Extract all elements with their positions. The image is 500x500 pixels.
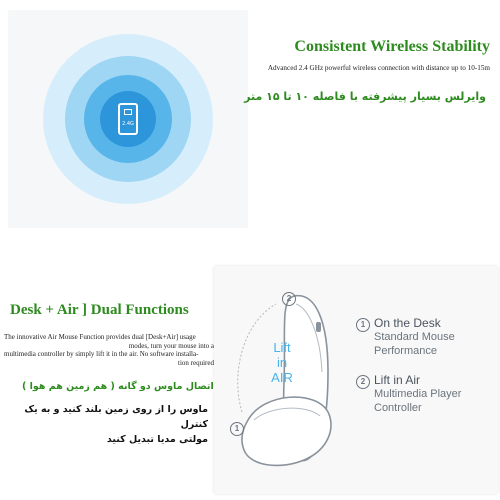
dual-function-persian-title: اتصال ماوس دو گانه ( هم زمین هم هوا ) (22, 381, 214, 392)
feature-badge-2: 2 (356, 375, 370, 389)
feature-line: Lift in Air (374, 373, 421, 387)
dual-function-persian-body (12, 402, 208, 447)
description-line: multimedia controller by simply lift it in the air. No software installa- (4, 350, 199, 359)
usb-dongle-slot (124, 109, 132, 115)
lift-line: Lift (273, 340, 291, 355)
persian-line: ماوس را از روی زمین بلند کنید و به یک کنترل (24, 404, 208, 430)
wireless-persian-text: وایرلس بسیار پیشرفته با فاصله ۱۰ تا ۱۵ متر (244, 90, 486, 103)
description-line: tion required (178, 358, 214, 367)
persian-line: مولتی مدیا تبدیل کنید (106, 434, 208, 445)
description-line: The innovative Air Mouse Function provides dual [Desk+Air] usage (4, 333, 196, 341)
feature-line: Controller (374, 402, 422, 414)
dual-function-title: Desk + Air ] Dual Functions (10, 302, 189, 318)
wireless-title: Consistent Wireless Stability (294, 38, 490, 55)
step-badge-1: 1 (230, 422, 244, 436)
step-badge-2: 2 (282, 292, 296, 306)
feature-badge-1: 1 (356, 318, 370, 332)
dual-function-description (4, 333, 214, 367)
description-line: modes, turn your mouse into a (128, 341, 214, 350)
feature-line: Performance (374, 345, 437, 357)
lift-line: AIR (271, 370, 293, 385)
dongle-label: 2.4G (122, 121, 134, 127)
feature-line: On the Desk (374, 316, 441, 330)
wireless-description: Advanced 2.4 GHz powerful wireless connection with distance up to 10-15m (267, 64, 490, 72)
lift-line: in (276, 355, 288, 370)
feature-on-desk (374, 316, 455, 358)
lift-in-air-label (262, 340, 302, 385)
wireless-illustration-panel (8, 10, 248, 228)
feature-lift-in-air (374, 373, 461, 415)
feature-line: Multimedia Player (374, 388, 462, 400)
feature-line: Standard Mouse (374, 331, 455, 343)
usb-dongle-icon (118, 103, 138, 135)
